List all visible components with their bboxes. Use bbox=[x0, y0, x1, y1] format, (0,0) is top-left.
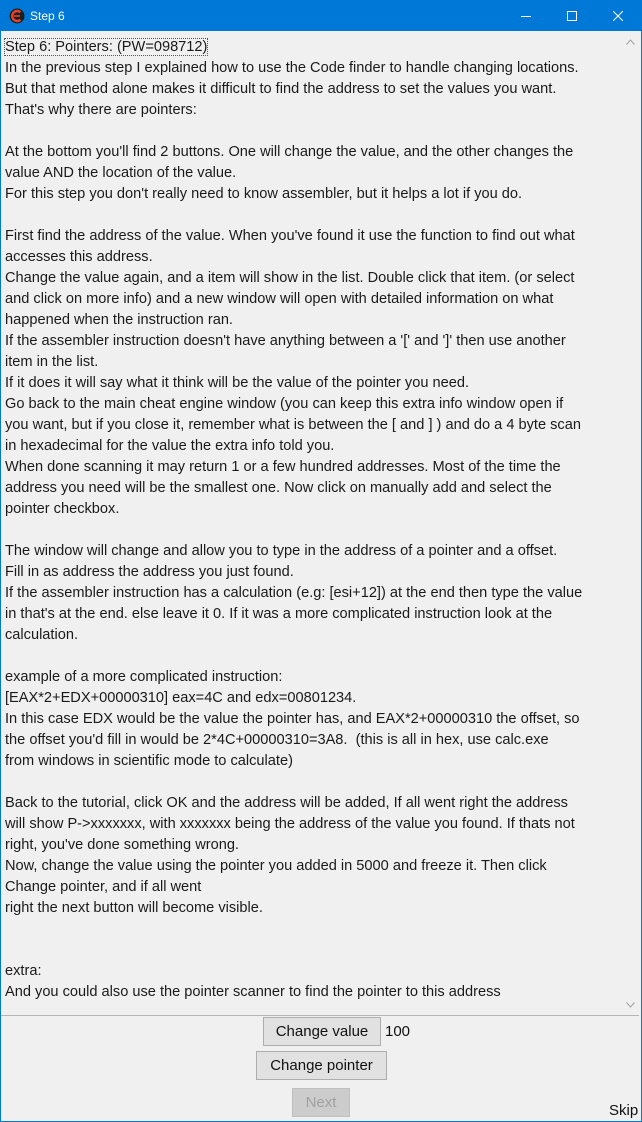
tutorial-line: the offset you'd fill in would be 2*4C+00000310=3A8. (this is all in hex, use calc.exe bbox=[5, 732, 549, 748]
tutorial-text bbox=[5, 37, 619, 1003]
change-pointer-button[interactable]: Change pointer bbox=[256, 1051, 387, 1080]
scroll-down-arrow-icon[interactable] bbox=[622, 996, 639, 1013]
tutorial-line: If the assembler instruction doesn't have anything between a '[' and ']' then use another bbox=[5, 333, 566, 349]
tutorial-line: Back to the tutorial, click OK and the address will be added, If all went right the address bbox=[5, 795, 568, 811]
tutorial-line bbox=[5, 772, 619, 793]
tutorial-line: But that method alone makes it difficult to find the address to set the values you want. bbox=[5, 81, 557, 97]
tutorial-line bbox=[5, 520, 619, 541]
tutorial-line: Go back to the main cheat engine window (you can keep this extra info window open if bbox=[5, 396, 564, 412]
tutorial-line: will show P->xxxxxxx, with xxxxxxx being the address of the value you found. If thats not bbox=[5, 816, 575, 832]
tutorial-line bbox=[5, 205, 619, 226]
tutorial-line: [EAX*2+EDX+00000310] eax=4C and edx=00801234. bbox=[5, 690, 357, 706]
tutorial-line: First find the address of the value. When you've found it use the function to find out what bbox=[5, 228, 575, 244]
tutorial-line bbox=[5, 646, 619, 667]
minimize-button[interactable] bbox=[503, 1, 549, 31]
scroll-up-arrow-icon[interactable] bbox=[622, 33, 639, 50]
tutorial-line: calculation. bbox=[5, 627, 79, 643]
cheat-engine-icon bbox=[9, 8, 25, 24]
tutorial-line: in hexadecimal for the value the extra info told you. bbox=[5, 438, 335, 454]
tutorial-line: example of a more complicated instruction: bbox=[5, 669, 283, 685]
tutorial-line: Now, change the value using the pointer you added in 5000 and freeze it. Then click bbox=[5, 858, 547, 874]
change-value-button[interactable]: Change value bbox=[263, 1017, 381, 1046]
tutorial-line: happened when the instruction ran. bbox=[5, 312, 233, 328]
tutorial-line: extra: bbox=[5, 963, 42, 979]
tutorial-line: If the assembler instruction has a calculation (e.g: [esi+12]) at the end then type the value bbox=[5, 585, 583, 601]
tutorial-line bbox=[5, 940, 619, 961]
tutorial-line: value AND the location of the value. bbox=[5, 165, 237, 181]
tutorial-line: right the next button will become visible. bbox=[5, 900, 263, 916]
tutorial-line bbox=[5, 121, 619, 142]
next-button: Next bbox=[292, 1088, 350, 1117]
close-icon bbox=[613, 11, 623, 21]
current-value-label: 100 bbox=[385, 1023, 411, 1040]
tutorial-line: pointer checkbox. bbox=[5, 501, 120, 517]
tutorial-line bbox=[5, 919, 619, 940]
tutorial-line-first: Step 6: Pointers: (PW=098712) bbox=[5, 39, 208, 55]
tutorial-line: In this case EDX would be the value the pointer has, and EAX*2+00000310 the offset, so bbox=[5, 711, 580, 727]
tutorial-line: right, you've done something wrong. bbox=[5, 837, 239, 853]
tutorial-line: Fill in as address the address you just found. bbox=[5, 564, 294, 580]
maximize-icon bbox=[567, 11, 577, 21]
tutorial-line: Change the value again, and a item will show in the list. Double click that item. (or select bbox=[5, 270, 575, 286]
vertical-scrollbar[interactable] bbox=[622, 31, 639, 1015]
tutorial-line: you want, but if you close it, remember what is between the [ and ] ) and do a 4 byte scan bbox=[5, 417, 581, 433]
tutorial-line: accesses this address. bbox=[5, 249, 153, 265]
tutorial-line: When done scanning it may return 1 or a few hundred addresses. Most of the time the bbox=[5, 459, 561, 475]
tutorial-line: That's why there are pointers: bbox=[5, 102, 197, 118]
title-bar[interactable] bbox=[1, 1, 641, 31]
tutorial-line: For this step you don't really need to know assembler, but it helps a lot if you do. bbox=[5, 186, 523, 202]
tutorial-line: And you could also use the pointer scanner to find the pointer to this address bbox=[5, 984, 501, 1000]
tutorial-line: address you need will be the smallest one. Now click on manually add and select the bbox=[5, 480, 552, 496]
tutorial-line: If it does it will say what it think will be the value of the pointer you need. bbox=[5, 375, 470, 391]
tutorial-line: from windows in scientific mode to calculate) bbox=[5, 753, 293, 769]
window-title: Step 6 bbox=[30, 9, 65, 23]
tutorial-line: In the previous step I explained how to use the Code finder to handle changing locations. bbox=[5, 60, 579, 76]
minimize-icon bbox=[521, 11, 531, 21]
maximize-button[interactable] bbox=[549, 1, 595, 31]
tutorial-line bbox=[5, 37, 619, 58]
tutorial-line: and click on more info) and a new window will open with detailed information on what bbox=[5, 291, 554, 307]
tutorial-line: The window will change and allow you to type in the address of a pointer and a offset. bbox=[5, 543, 558, 559]
tutorial-line: item in the list. bbox=[5, 354, 99, 370]
tutorial-line: Change pointer, and if all went bbox=[5, 879, 202, 895]
tutorial-line: in that's at the end. else leave it 0. If it was a more complicated instruction look at the bbox=[5, 606, 553, 622]
tutorial-text-memo[interactable] bbox=[1, 31, 639, 1016]
tutorial-line: At the bottom you'll find 2 buttons. One will change the value, and the other changes the bbox=[5, 144, 574, 160]
close-button[interactable] bbox=[595, 1, 641, 31]
skip-link[interactable]: Skip bbox=[609, 1102, 639, 1119]
